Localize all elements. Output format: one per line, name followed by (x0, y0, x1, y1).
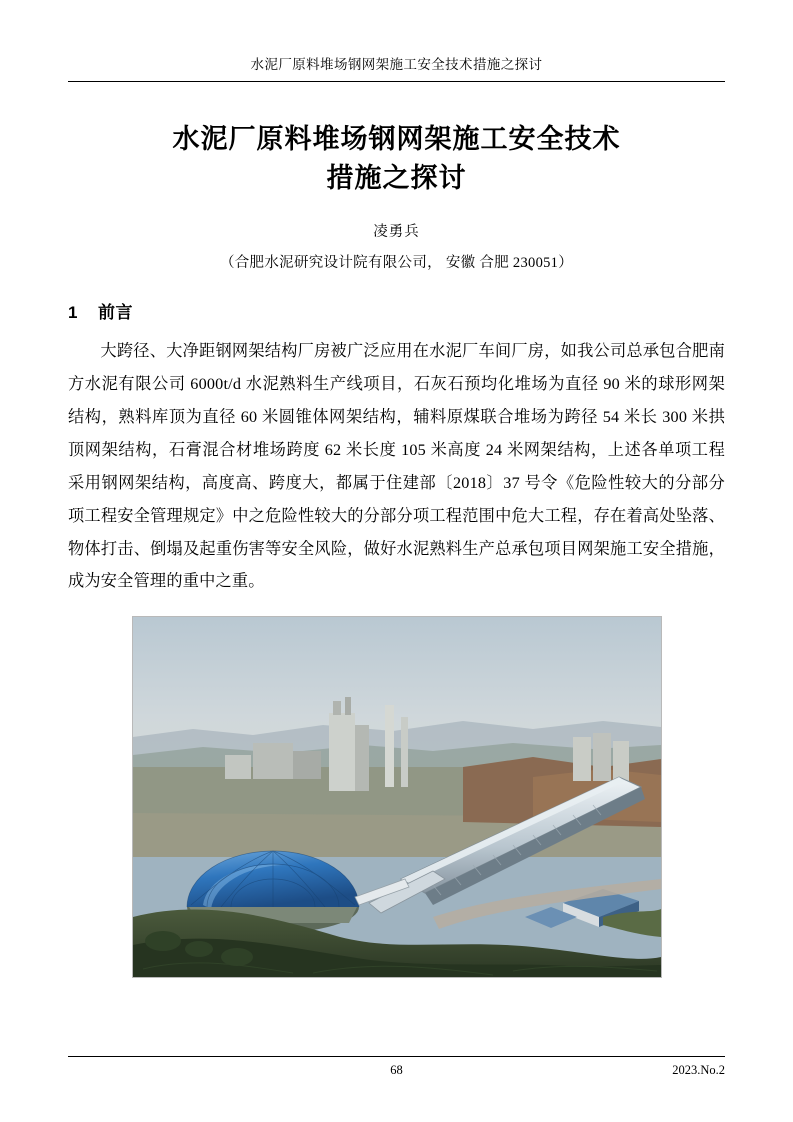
author-affiliation: （合肥水泥研究设计院有限公司， 安徽 合肥 230051） (219, 255, 574, 272)
section-title: 前言 (98, 303, 133, 323)
body-paragraph: 大跨径、大净距钢网架结构厂房被广泛应用在水泥厂车间厂房，如我公司总承包合肥南方水泥有限公司 6000t/d 水泥熟料生产线项目，石灰石预均化堆场为直径 90 米的球形网架结构，熟料库顶为直径 60 米圆锥体网架结构，辅料原煤联合堆场为跨径 54 米长 300 米拱顶网架结构，石膏混合材堆场跨度 62 米长度 105 米高度 24 米网架结构，上述各单项工程采用钢网架结构，高度高、跨度大，都属于住建部〔2018〕37 号令《危险性较大的分部分项工程安全管理规定》中之危险性较大的分部分项工程范围中危大工程，存在着高处坠落、物体打击、倒塌及起重伤害等安全风险，做好水泥熟料生产总承包项目网架施工安全措施，成为安全管理的重中之重。 (68, 342, 725, 591)
issue-label: 2023.No.2 (672, 1063, 725, 1077)
author-name: 凌勇兵 (373, 224, 420, 241)
page-number: 68 (390, 1063, 403, 1077)
figure-illustration (133, 617, 661, 977)
page-header (68, 0, 725, 82)
title-line-1: 水泥厂原料堆场钢网架施工安全技术 (172, 123, 621, 154)
page-title (68, 120, 725, 198)
figure-photo (132, 616, 662, 978)
header-divider (68, 81, 725, 82)
page-footer (68, 1056, 725, 1078)
footer-row (68, 1063, 725, 1078)
footer-divider (68, 1056, 725, 1057)
running-title: 水泥厂原料堆场钢网架施工安全技术措施之探讨 (250, 57, 543, 72)
section-number: 1 (68, 303, 78, 323)
section-heading (68, 298, 725, 323)
title-line-2: 措施之探讨 (326, 163, 467, 194)
